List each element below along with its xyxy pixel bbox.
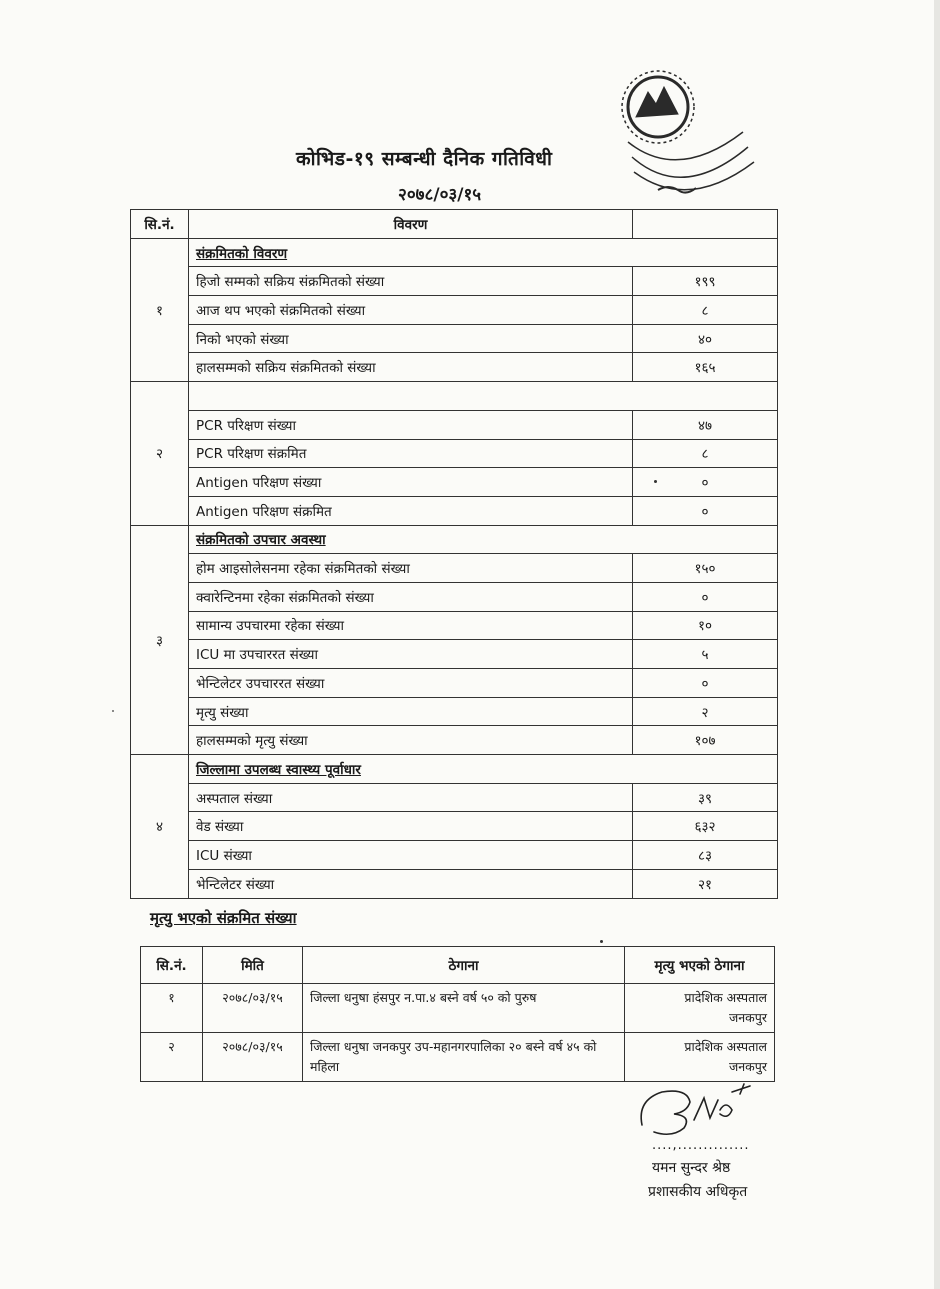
row-value: १५० (633, 554, 778, 583)
section-heading: जिल्लामा उपलब्ध स्वास्थ्य पूर्वाधार (189, 755, 778, 784)
row-label: हालसम्मको सक्रिय संक्रमितको संख्या (189, 353, 633, 382)
row-value: ५ (633, 640, 778, 669)
row-label: सामान्य उपचारमा रहेका संख्या (189, 611, 633, 640)
section-heading: संक्रमितको विवरण (189, 238, 778, 267)
column-header-sn: सि.नं. (141, 947, 203, 984)
section-heading-row (131, 238, 778, 267)
signatory-title: प्रशासकीय अधिकृत (648, 1184, 748, 1200)
death-date: २०७८/०३/१५ (203, 984, 303, 1033)
table-row (131, 582, 778, 611)
column-header-sn: सि.नं. (131, 210, 189, 239)
row-value: ८ (633, 439, 778, 468)
death-address: जिल्ला धनुषा जनकपुर उप-महानगरपालिका २० बस्ने वर्ष ४५ को महिला (303, 1033, 625, 1082)
row-value: १०७ (633, 726, 778, 755)
death-sn: १ (141, 984, 203, 1033)
section-heading-row (131, 382, 778, 411)
table-row (131, 468, 778, 497)
scan-speck (600, 940, 603, 943)
row-label: ICU मा उपचाररत संख्या (189, 640, 633, 669)
section-heading: संक्रमितको उपचार अवस्था (189, 525, 778, 554)
deaths-table (140, 946, 775, 1082)
row-value: १० (633, 611, 778, 640)
table-row (131, 410, 778, 439)
death-place-hospital: प्रादेशिक अस्पताल (684, 1039, 767, 1054)
section-heading-row (131, 755, 778, 784)
table-row (131, 267, 778, 296)
row-label: Antigen परिक्षण संक्रमित (189, 496, 633, 525)
deaths-section-title: मृत्यु भएको संक्रमित संख्या (150, 909, 297, 927)
scan-speck (654, 480, 657, 483)
row-value: ६३२ (633, 812, 778, 841)
page-title: कोभिड-१९ सम्बन्धी दैनिक गतिविधी (296, 148, 553, 170)
table-row (131, 353, 778, 382)
row-label: वेड संख्या (189, 812, 633, 841)
row-value: १६५ (633, 353, 778, 382)
death-place-city: जनकपुर (728, 1010, 767, 1025)
row-label: ICU संख्या (189, 841, 633, 870)
column-header-value (633, 210, 778, 239)
scan-speck (112, 710, 114, 712)
table-row (131, 640, 778, 669)
row-value: ३९ (633, 783, 778, 812)
section-heading-row (131, 525, 778, 554)
row-value: ८३ (633, 841, 778, 870)
section-number: १ (131, 238, 189, 381)
row-value: ० (633, 468, 778, 497)
handwritten-signature-icon (632, 1080, 762, 1140)
row-label: भेन्टिलेटर उपचाररत संख्या (189, 669, 633, 698)
column-header-death-place: मृत्यु भएको ठेगाना (625, 947, 775, 984)
row-value: ४० (633, 324, 778, 353)
table-row (141, 984, 775, 1033)
row-value: ४७ (633, 410, 778, 439)
row-label: मृत्यु संख्या (189, 697, 633, 726)
table-header-row (131, 210, 778, 239)
table-row (131, 869, 778, 898)
row-label: PCR परिक्षण संख्या (189, 410, 633, 439)
table-row (131, 324, 778, 353)
death-address: जिल्ला धनुषा हंसपुर न.पा.४ बस्ने वर्ष ५० को पुरुष (303, 984, 625, 1033)
table-row (131, 296, 778, 325)
section-heading (189, 382, 778, 411)
row-label: क्वारेन्टिनमा रहेका संक्रमितको संख्या (189, 582, 633, 611)
signatory-name: यमन सुन्दर श्रेष्ठ (652, 1160, 731, 1176)
row-label: निको भएको संख्या (189, 324, 633, 353)
table-row (131, 496, 778, 525)
table-row (131, 439, 778, 468)
death-place (625, 1033, 775, 1082)
row-label: अस्पताल संख्या (189, 783, 633, 812)
section-number: ३ (131, 525, 189, 755)
row-label: हिजो सम्मको सक्रिय संक्रमितको संख्या (189, 267, 633, 296)
death-place (625, 984, 775, 1033)
table-row (131, 841, 778, 870)
row-value: ० (633, 669, 778, 698)
signature-line: ....,.............. (652, 1138, 750, 1153)
section-number: २ (131, 382, 189, 525)
table-row (141, 1033, 775, 1082)
row-value: १९९ (633, 267, 778, 296)
row-value: ८ (633, 296, 778, 325)
table-row (131, 669, 778, 698)
table-row (131, 697, 778, 726)
row-label: आज थप भएको संक्रमितको संख्या (189, 296, 633, 325)
covid-activity-table (130, 209, 778, 899)
row-label: Antigen परिक्षण संख्या (189, 468, 633, 497)
table-row (131, 812, 778, 841)
table-row (131, 554, 778, 583)
table-header-row (141, 947, 775, 984)
table-row (131, 783, 778, 812)
table-row (131, 726, 778, 755)
column-header-description: विवरण (189, 210, 633, 239)
row-value: ० (633, 582, 778, 611)
row-label: होम आइसोलेसनमा रहेका संक्रमितको संख्या (189, 554, 633, 583)
report-date: २०७८/०३/१५ (398, 185, 482, 205)
scan-edge (934, 0, 940, 1289)
row-label: हालसम्मको मृत्यु संख्या (189, 726, 633, 755)
row-label: PCR परिक्षण संक्रमित (189, 439, 633, 468)
death-place-city: जनकपुर (728, 1059, 767, 1074)
row-value: २१ (633, 869, 778, 898)
death-date: २०७८/०३/१५ (203, 1033, 303, 1082)
death-place-hospital: प्रादेशिक अस्पताल (684, 990, 767, 1005)
table-row (131, 611, 778, 640)
death-sn: २ (141, 1033, 203, 1082)
section-number: ४ (131, 755, 189, 898)
government-seal-icon (598, 62, 763, 212)
column-header-date: मिति (203, 947, 303, 984)
row-label: भेन्टिलेटर संख्या (189, 869, 633, 898)
column-header-address: ठेगाना (303, 947, 625, 984)
row-value: २ (633, 697, 778, 726)
row-value: ० (633, 496, 778, 525)
